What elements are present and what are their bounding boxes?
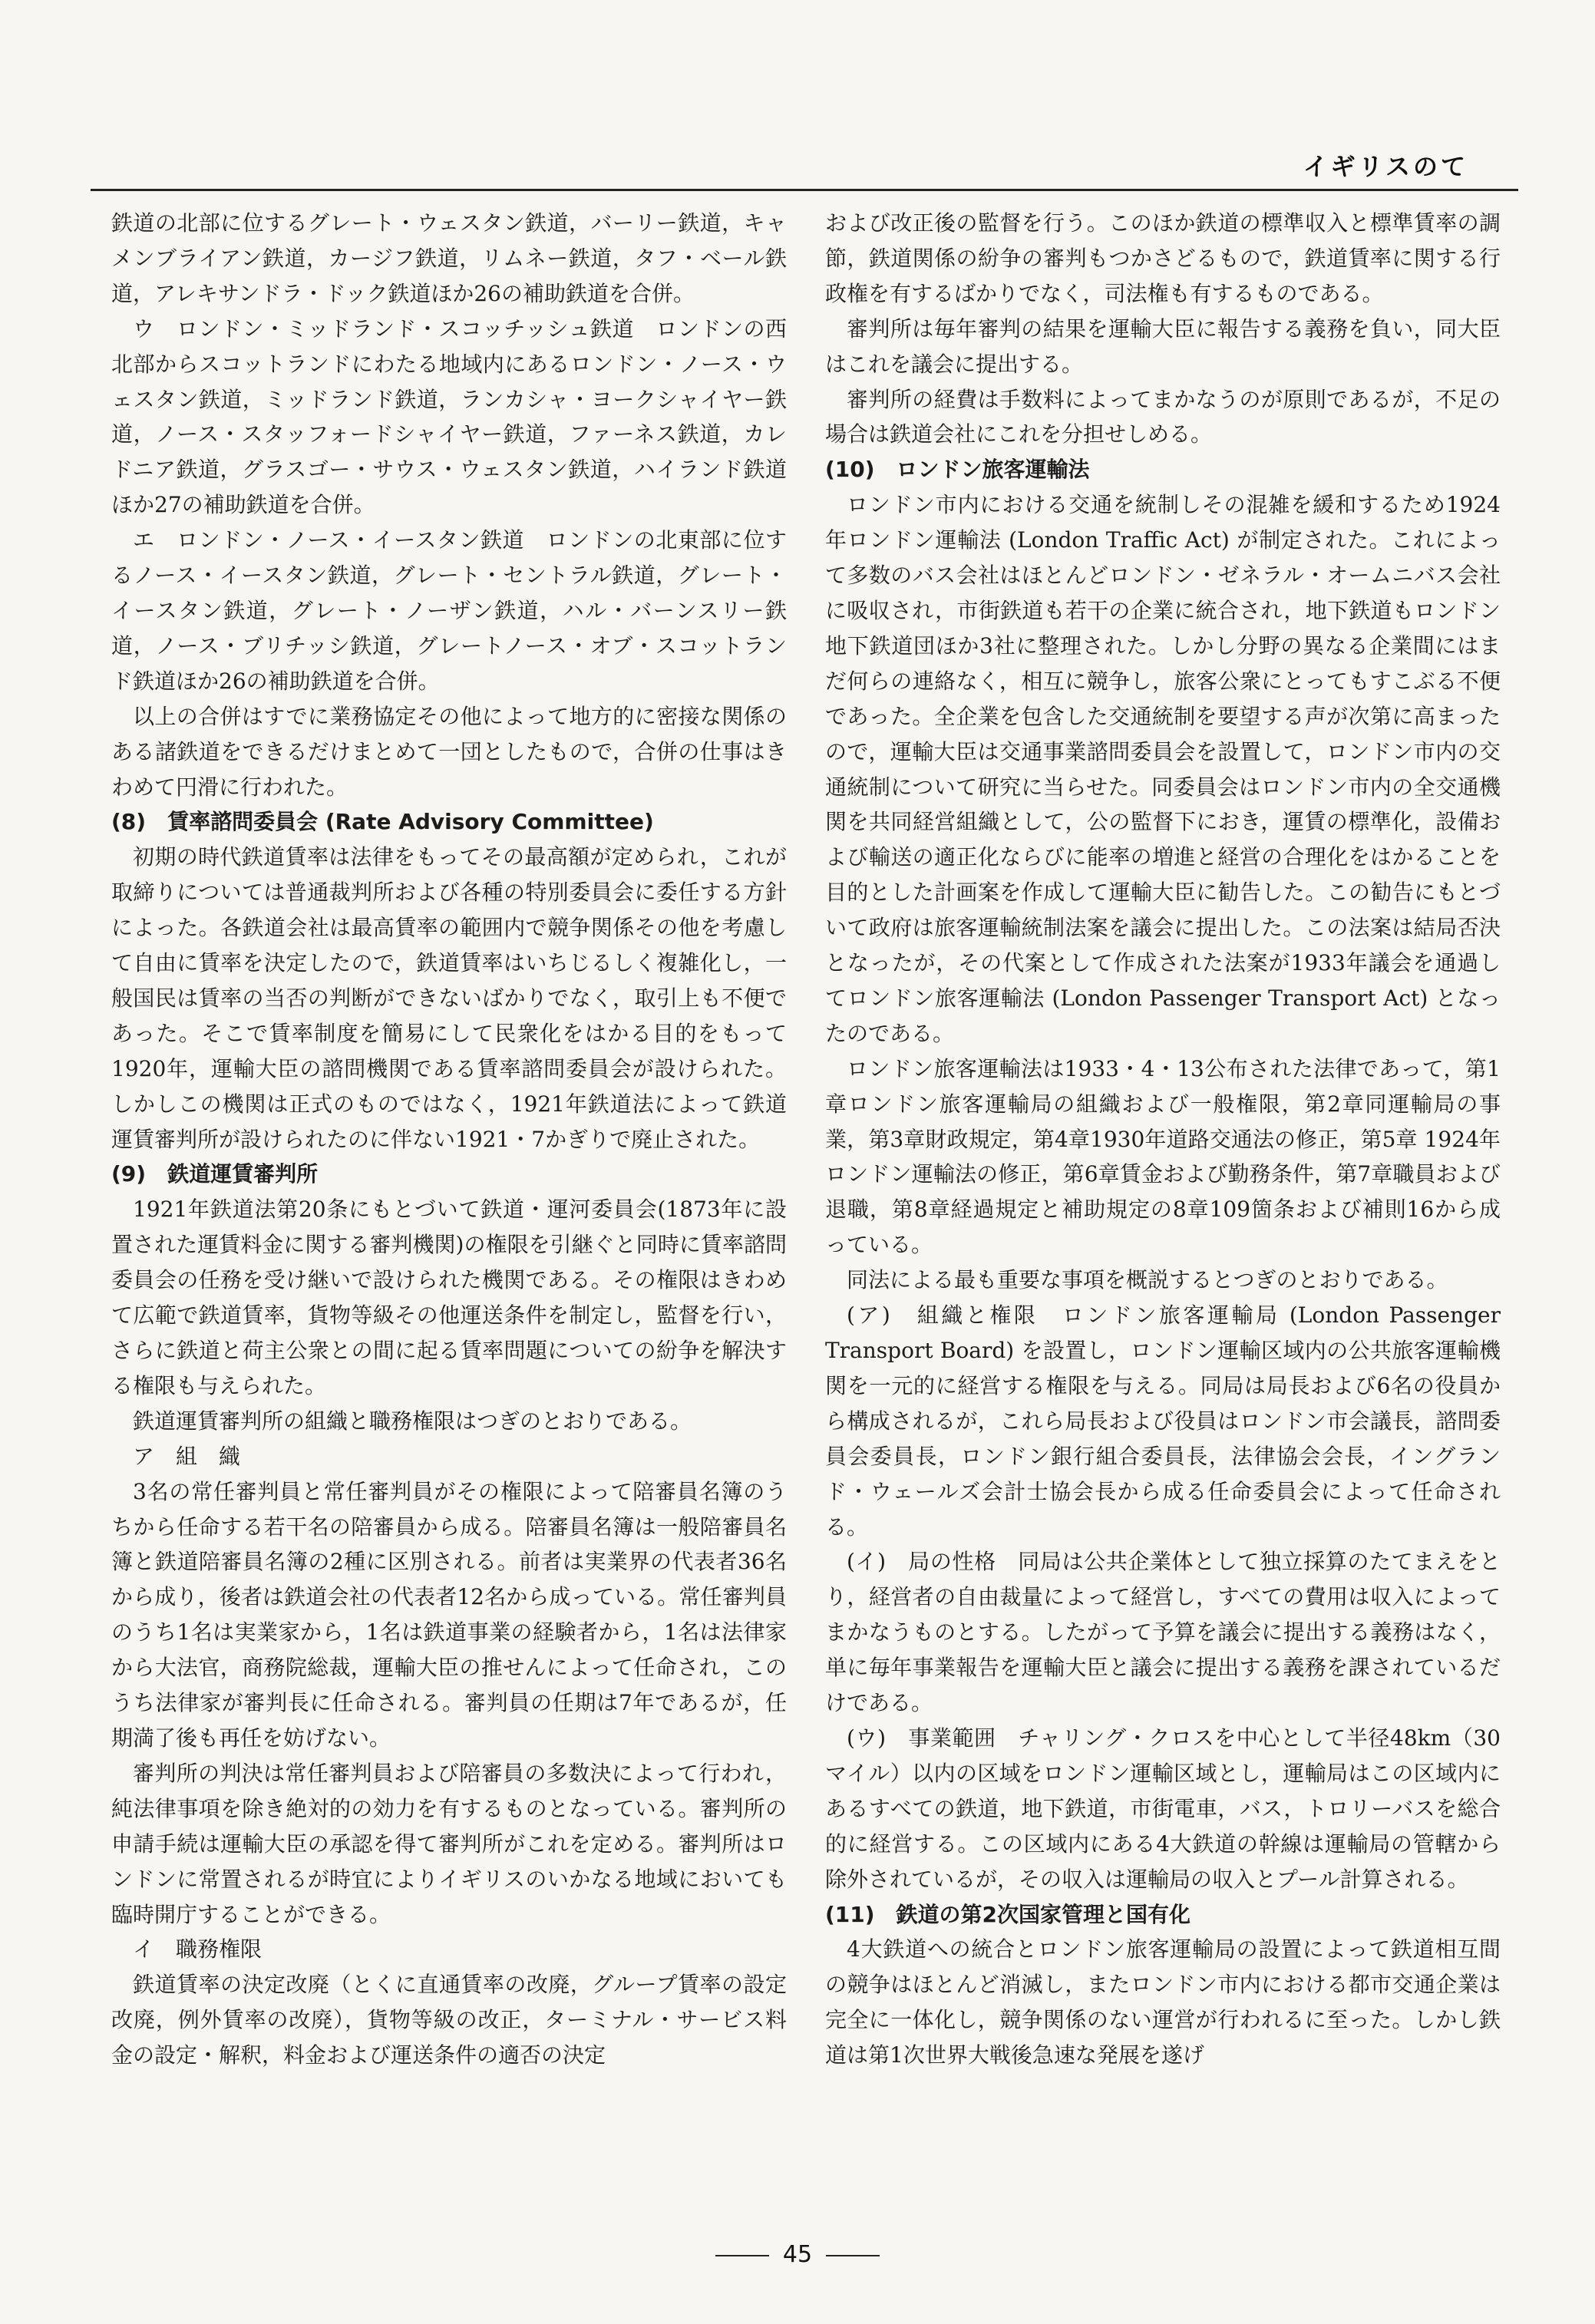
right-column [825, 206, 1501, 2073]
section-heading: (8) 賃率諮問委員会 (Rate Advisory Committee) [111, 809, 654, 835]
paragraph: 3名の常任審判員と常任審判員がその権限によって陪審員名簿のうちから任命する若干名の陪審員から成る。陪審員名簿は一般陪審員名簿と鉄道陪審員名簿の2種に区別される。前者は実業界の代表者36名から成り，後者は鉄道会社の代表者12名から成っている。常任審判員のうち1名は実業家から，1名は鉄道事業の経験者から，1名は法律家から大法官，商務院総裁，運輸大臣の推せんによって任命され，このうち法律家が審判長に任命される。審判員の任期は7年であるが，任期満了後も再任を妨げない。 [111, 1478, 787, 1751]
paragraph: (ウ) 事業範囲 チャリング・クロスを中心として半径48km（30マイル）以内の区域をロンドン運輸区域とし，運輸局はこの区域内にあるすべての鉄道，地下鉄道，市街電車，バス，トロリーバスを総合的に経営する。この区域内にある4大鉄道の幹線は運輸局の管轄から除外されているが，その収入は運輸局の収入とプール計算される。 [825, 1725, 1501, 1892]
paragraph: (ア) 組織と権限 ロンドン旅客運輸局 (London Passenger Transport Board) を設置し，ロンドン運輸区域内の公共旅客運輸機関を一元的に経営する権限を与える。同局は局長および6名の役員から構成されるが，これら局長および役員はロンドン市会議長，諮問委員会委員長，ロンドン銀行組合委員長，法律協会会長，イングランド・ウェールズ会計士協会長から成る任命委員会によって任命される。 [825, 1302, 1501, 1540]
section-heading: (9) 鉄道運賃審判所 [111, 1161, 319, 1187]
running-head: イギリスのて [1303, 152, 1468, 181]
subsection-heading: ア 組 織 [133, 1443, 241, 1469]
paragraph: ロンドン旅客運輸法は1933・4・13公布された法律であって，第1章ロンドン旅客運輸局の組織および一般権限，第2章同運輸局の事業，第3章財政規定，第4章1930年道路交通法の修正，第5章 1924年ロンドン運輸法の修正，第6章賃金および勤務条件，第7章職員および退職，第8章経過規定と補助規定の8章109箇条および補則16から成っている。 [825, 1055, 1501, 1258]
paragraph: 鉄道の北部に位するグレート・ウェスタン鉄道，バーリー鉄道，キャメンブライアン鉄道，カージフ鉄道，リムネー鉄道，タフ・ベール鉄道，アレキサンドラ・ドック鉄道ほか26の補助鉄道を合併。 [111, 210, 787, 306]
paragraph: ロンドン市内における交通を統制しその混雑を緩和するため1924年ロンドン運輸法 (London Traffic Act) が制定された。これによって多数のバス会社はほとんどロンドン・ゼネラル・オームニバス会社に吸収され，市街鉄道も若干の企業に統合され，地下鉄道もロンドン地下鉄道団ほか3社に整理された。しかし分野の異なる企業間にはまだ何らの連絡なく，相互に競争し，旅客公衆にとってもすこぶる不便であった。全企業を包含した交通統制を要望する声が次第に高まったので，運輸大臣は交通事業諮問委員会を設置して，ロンドン市内の交通統制について研究に当らせた。同委員会はロンドン市内の全交通機関を共同経営組織として，公の監督下におき，運賃の標準化，設備および輸送の適正化ならびに能率の増進と経営の合理化をはかることを目的とした計画案を作成して運輸大臣に勧告した。この勧告にもとづいて政府は旅客運輸統制法案を議会に提出した。この法案は結局否決となったが，その代案として作成された法案が1933年議会を通過してロンドン旅客運輸法 (London Passenger Transport Act) となったのである。 [825, 492, 1501, 1046]
page-number-dash-left [715, 2255, 769, 2256]
page-number [0, 2241, 1595, 2268]
paragraph: 以上の合併はすでに業務協定その他によって地方的に密接な関係のある諸鉄道をできるだけまとめて一団としたもので，合併の仕事はきわめて円滑に行われた。 [111, 703, 787, 800]
section-heading: (10) ロンドン旅客運輸法 [825, 457, 1090, 483]
section-heading: (11) 鉄道の第2次国家管理と国有化 [825, 1901, 1191, 1927]
paragraph: 鉄道賃率の決定改廃（とくに直通賃率の改廃，グループ賃率の設定改廃，例外賃率の改廃），貨物等級の改正，ターミナル・サービス料金の設定・解釈，料金および運送条件の適否の決定 [111, 1972, 787, 2068]
subsection-heading: イ 職務権限 [133, 1936, 263, 1963]
paragraph: 初期の時代鉄道賃率は法律をもってその最高額が定められ，これが取締りについては普通裁判所および各種の特別委員会に委任する方針によった。各鉄道会社は最高賃率の範囲内で競争関係その他を考慮して自由に賃率を決定したので，鉄道賃率はいちじるしく複雑化し，一般国民は賃率の当否の判断ができないばかりでなく，取引上も不便であった。そこで賃率制度を簡易にして民衆化をはかる目的をもって1920年，運輸大臣の諮問機関である賃率諮問委員会が設けられた。しかしこの機関は正式のものではなく，1921年鉄道法によって鉄道運賃審判所が設けられたのに伴ない1921・7かぎりで廃止された。 [111, 844, 787, 1152]
paragraph: エ ロンドン・ノース・イースタン鉄道 ロンドンの北東部に位するノース・イースタン鉄道，グレート・セントラル鉄道，グレート・イースタン鉄道，グレート・ノーザン鉄道，ハル・バーンスリー鉄道，ノース・ブリチッシ鉄道，グレートノース・オブ・スコットランド鉄道ほか26の補助鉄道を合併。 [111, 527, 787, 694]
paragraph: (イ) 局の性格 同局は公共企業体として独立採算のたてまえをとり，経営者の自由裁量によって経営し，すべての費用は収入によってまかなうものとする。したがって予算を議会に提出する義務はなく，単に毎年事業報告を運輸大臣と議会に提出する義務を課されているだけである。 [825, 1549, 1501, 1716]
header-rule [91, 189, 1518, 191]
left-column [111, 206, 787, 2073]
paragraph: 1921年鉄道法第20条にもとづいて鉄道・運河委員会(1873年に設置された運賃料金に関する審判機関)の権限を引継ぐと同時に賃率諮問委員会の任務を受け継いで設けられた機関である。その権限はきわめて広範で鉄道賃率，貨物等級その他運送条件を制定し，監督を行い，さらに鉄道と荷主公衆との間に起る賃率問題についての紛争を解決する権限も与えられた。 [111, 1197, 787, 1398]
page-number-value: 45 [782, 2241, 813, 2268]
paragraph: 鉄道運賃審判所の組織と職務権限はつぎのとおりである。 [133, 1408, 692, 1434]
paragraph: 審判所の経費は手数料によってまかなうのが原則であるが，不足の場合は鉄道会社にこれを分担せしめる。 [825, 386, 1501, 447]
paragraph: 同法による最も重要な事項を概説するとつぎのとおりである。 [847, 1267, 1448, 1293]
paragraph: 4大鉄道への統合とロンドン旅客運輸局の設置によって鉄道相互間の競争はほとんど消滅し，またロンドン市内における都市交通企業は完全に一体化し，競争関係のない運営が行われるに至った。しかし鉄道は第1次世界大戦後急速な発展を遂げ [825, 1936, 1501, 2068]
paragraph: 審判所の判決は常任審判員および陪審員の多数決によって行われ，純法律事項を除き絶対的の効力を有するものとなっている。審判所の申請手続は運輸大臣の承認を得て審判所がこれを定める。審判所はロンドンに常置されるが時宜によりイギリスのいかなる地域においても臨時開庁することができる。 [111, 1760, 787, 1927]
page-number-dash-right [826, 2255, 880, 2256]
paragraph: および改正後の監督を行う。このほか鉄道の標準収入と標準賃率の調節，鉄道関係の紛争の審判もつかさどるもので，鉄道賃率に関する行政権を有するばかりでなく，司法権も有するものである。 [825, 210, 1501, 306]
paragraph: ウ ロンドン・ミッドランド・スコッチッシュ鉄道 ロンドンの西北部からスコットランドにわたる地域内にあるロンドン・ノース・ウェスタン鉄道，ミッドランド鉄道，ランカシャ・ヨークシャイヤー鉄道，ノース・スタッフォードシャイヤー鉄道，ファーネス鉄道，カレドニア鉄道，グラスゴー・サウス・ウェスタン鉄道，ハイランド鉄道ほか27の補助鉄道を合併。 [111, 315, 787, 518]
paragraph: 審判所は毎年審判の結果を運輸大臣に報告する義務を負い，同大臣はこれを議会に提出する。 [825, 315, 1501, 377]
